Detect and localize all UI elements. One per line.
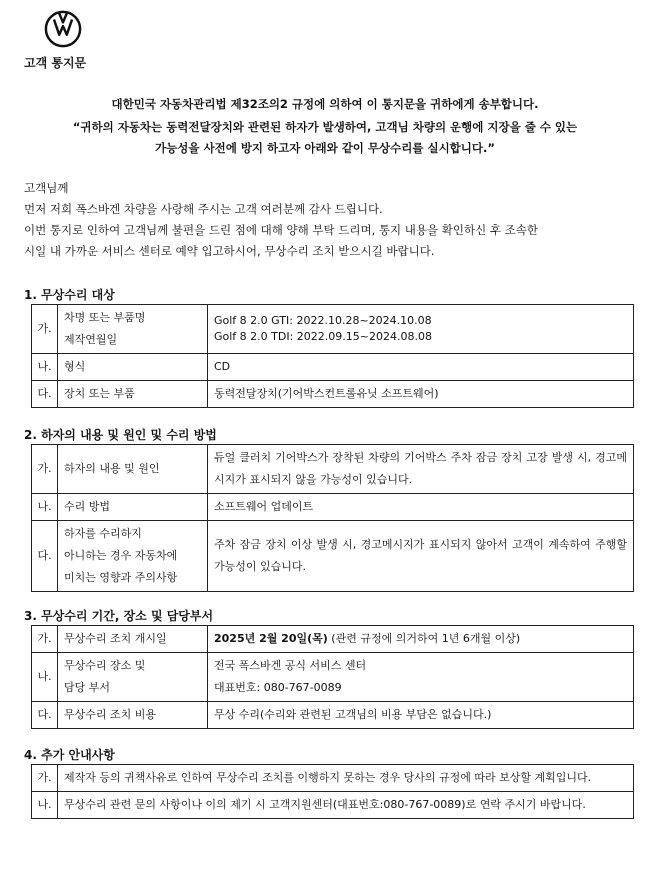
row-value: 무상 수리(수리와 관련된 고객님의 비용 부담은 없습니다.)	[208, 702, 634, 729]
greeting-paragraph-2: 이번 통지로 인하여 고객님께 불편을 드린 점에 대해 양해 부탁 드리며, 통지 내용을 확인하신 후 조속한	[24, 223, 538, 237]
row-label: 형식	[58, 354, 208, 381]
section-4-table	[31, 764, 634, 819]
table-row: 가. 제작자 등의 귀책사유로 인하여 무상수리 조치를 이행하지 못하는 경우 당사의 규정에 따라 보상할 계획입니다.	[32, 765, 634, 792]
row-value: 소프트웨어 업데이트	[208, 494, 634, 521]
section-title-1: 1. 무상수리 대상	[24, 288, 115, 302]
table-row: 나. 무상수리 장소 및 담당 부서 전국 폭스바겐 공식 서비스 센터 대표번호: 080-767-0089	[32, 653, 634, 702]
salutation: 고객님께	[24, 181, 69, 195]
section-title-3: 3. 무상수리 기간, 장소 및 담당부서	[24, 609, 214, 623]
section-title-2: 2. 하자의 내용 및 원인 및 수리 방법	[24, 428, 217, 442]
row-value: Golf 8 2.0 GTI: 2022.10.28~2024.10.08 Golf 8 2.0 TDI: 2022.09.15~2024.08.08	[208, 305, 634, 354]
row-label: 장치 또는 부품	[58, 381, 208, 408]
start-date: 2025년 2월 20일(목)	[214, 632, 328, 645]
section-1-table	[31, 304, 634, 408]
table-row: 가. 무상수리 조치 개시일 2025년 2월 20일(목) (관련 규정에 의거하여 1년 6개월 이상)	[32, 626, 634, 653]
table-row: 가. 하자의 내용 및 원인 듀얼 클러치 기어박스가 장착된 차량의 기어박스 주차 잠금 장치 고장 발생 시, 경고메시지가 표시되지 않을 가능성이 있습니다.	[32, 445, 634, 494]
row-label: 무상수리 조치 개시일	[58, 626, 208, 653]
row-label: 하자의 내용 및 원인	[58, 445, 208, 494]
row-value: 무상수리 관련 문의 사항이나 이의 제기 시 고객지원센터(대표번호:080-767-0089)로 연락 주시기 바랍니다.	[58, 792, 634, 819]
intro-line-3: 가능성을 사전에 방지 하고자 아래와 같이 무상수리를 실시합니다.”	[155, 141, 495, 155]
row-value: 주차 잠금 장치 이상 발생 시, 경고메시지가 표시되지 않아서 고객이 계속하여 주행할 가능성이 있습니다.	[208, 521, 634, 592]
row-value: 듀얼 클러치 기어박스가 장착된 차량의 기어박스 주차 잠금 장치 고장 발생 시, 경고메시지가 표시되지 않을 가능성이 있습니다.	[208, 445, 634, 494]
table-row: 나. 수리 방법 소프트웨어 업데이트	[32, 494, 634, 521]
row-label: 무상수리 조치 비용	[58, 702, 208, 729]
row-label: 차명 또는 부품명 제작연월일	[58, 305, 208, 354]
table-row: 가. 차명 또는 부품명 제작연월일 Golf 8 2.0 GTI: 2022.10.28~2024.10.08 Golf 8 2.0 TDI: 2022.09.15~2024.08.08	[32, 305, 634, 354]
section-3-table	[31, 625, 634, 729]
row-label: 수리 방법	[58, 494, 208, 521]
intro-line-2: “귀하의 자동차는 동력전달장치와 관련된 하자가 발생하여, 고객님 차량의 운행에 지장을 줄 수 있는	[72, 120, 578, 134]
document-title: 고객 통지문	[24, 56, 87, 70]
volkswagen-logo-icon	[44, 10, 82, 48]
row-value: CD	[208, 354, 634, 381]
table-row: 다. 하자를 수리하지 아니하는 경우 자동차에 미치는 영향과 주의사항 주차 잠금 장치 이상 발생 시, 경고메시지가 표시되지 않아서 고객이 계속하여 주행할 가능성이 있습니다.	[32, 521, 634, 592]
table-row: 나. 형식 CD	[32, 354, 634, 381]
row-value: 제작자 등의 귀책사유로 인하여 무상수리 조치를 이행하지 못하는 경우 당사의 규정에 따라 보상할 계획입니다.	[58, 765, 634, 792]
intro-line-1: 대한민국 자동차관리법 제32조의2 규정에 의하여 이 통지문을 귀하에게 송부합니다.	[111, 97, 539, 111]
greeting-paragraph-3: 시일 내 가까운 서비스 센터로 예약 입고하시어, 무상수리 조치 받으시길 바랍니다.	[24, 244, 435, 258]
row-value: 동력전달장치(기어박스컨트롤유닛 소프트웨어)	[208, 381, 634, 408]
row-label: 무상수리 장소 및 담당 부서	[58, 653, 208, 702]
table-row: 다. 장치 또는 부품 동력전달장치(기어박스컨트롤유닛 소프트웨어)	[32, 381, 634, 408]
table-row: 나. 무상수리 관련 문의 사항이나 이의 제기 시 고객지원센터(대표번호:080-767-0089)로 연락 주시기 바랍니다.	[32, 792, 634, 819]
row-value: 2025년 2월 20일(목) (관련 규정에 의거하여 1년 6개월 이상)	[208, 626, 634, 653]
row-value: 전국 폭스바겐 공식 서비스 센터 대표번호: 080-767-0089	[208, 653, 634, 702]
table-row: 다. 무상수리 조치 비용 무상 수리(수리와 관련된 고객님의 비용 부담은 없습니다.)	[32, 702, 634, 729]
greeting-paragraph-1: 먼저 저희 폭스바겐 차량을 사랑해 주시는 고객 여러분께 감사 드립니다.	[24, 202, 383, 216]
row-label: 하자를 수리하지 아니하는 경우 자동차에 미치는 영향과 주의사항	[58, 521, 208, 592]
section-title-4: 4. 추가 안내사항	[24, 748, 115, 762]
section-2-table	[31, 444, 634, 592]
